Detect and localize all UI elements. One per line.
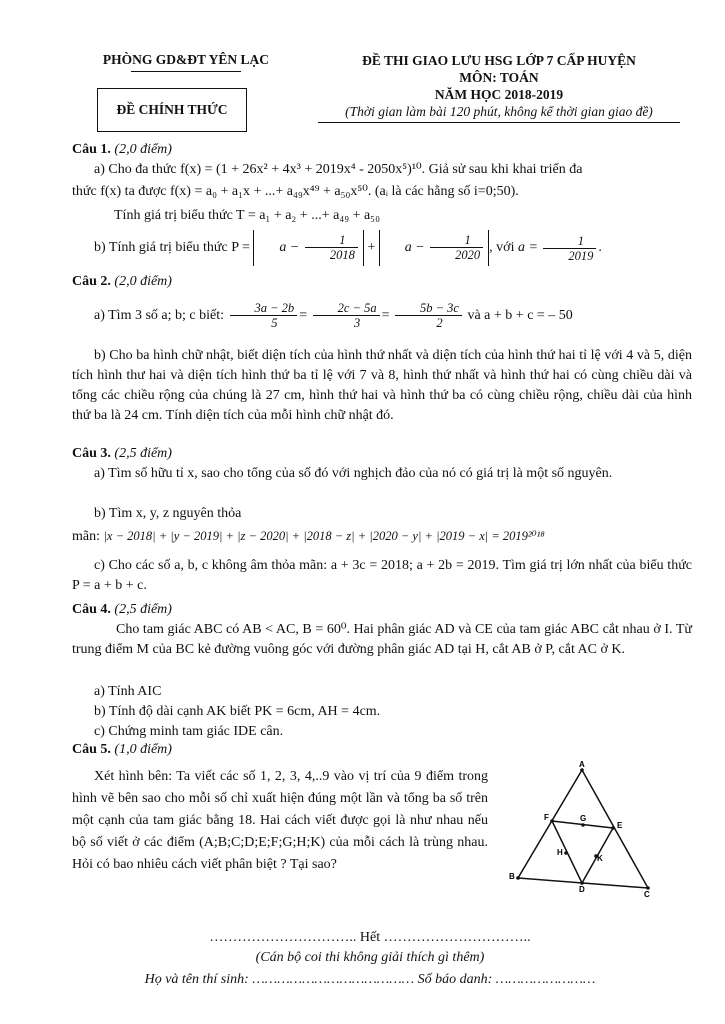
q1-b-frac1 <box>305 233 358 262</box>
q4-points: (2,5 điểm) <box>114 602 172 617</box>
q3-b-eq: |x − 2018| + |y − 2019| + |z − 2020| + |2018 − z| + |2020 − y| + |2019 − x| = 2019²⁰¹⁸ <box>103 529 545 543</box>
q3-a: a) Tìm số hữu tỉ x, sao cho tổng của số đó với nghịch đảo của nó có giá trị là một số nguyên. <box>94 466 613 481</box>
q1-b-a-eq: a = <box>517 240 538 256</box>
q1-b: b) Tính giá trị biểu thức P = a − $\frac{1}{2018}$ + a − $\frac{1}{2020}$ , với a = $\frac{1}{2019}$ . <box>72 230 692 266</box>
q2-a-prefix: a) Tìm 3 số a; b; c biết: <box>94 308 224 323</box>
q1-b-frac3-den: 2019 <box>568 248 594 263</box>
office-name: PHÒNG GD&ĐT YÊN LẠC <box>102 52 270 67</box>
q1-a-line3: Tính giá trị biểu thức T = a₁ + a₂ + ...+ a₄₉ + a₅₀ <box>114 208 380 223</box>
q4-c: c) Chứng minh tam giác IDE cân. <box>94 724 284 739</box>
q4-intro: Cho tam giác ABC có AB < AC, B = 60⁰. Hai phân giác AD và CE của tam giác ABC cắt nhau ở I. Từ trung điểm M của BC kẻ đường vuông góc với đường phân giác AD tại H, cắt AB ở P, cắt AC ở K. <box>72 622 692 657</box>
q2-frac2-num: 2c − 5a <box>313 301 380 316</box>
q4-title: Câu 4. <box>72 602 111 617</box>
exam-title: ĐỀ THI GIAO LƯU HSG LỚP 7 CẤP HUYỆN <box>362 53 636 68</box>
exam-header <box>300 52 698 123</box>
triangle-abc <box>518 770 648 888</box>
q3-points: (2,5 điểm) <box>114 446 172 461</box>
official-label-box <box>97 88 247 132</box>
q2-frac3-num: 5b − 3c <box>395 301 462 316</box>
q3-c: c) Cho các số a, b, c không âm thỏa mãn: a + 3c = 2018; a + 2b = 2019. Tìm giá trị lớn nhất của biểu thức P = a + b + c. <box>72 558 692 593</box>
q2-title: Câu 2. <box>72 274 111 289</box>
q2-heading <box>72 272 692 292</box>
label-g: G <box>580 814 587 823</box>
q2-points: (2,0 điểm) <box>114 274 172 289</box>
q5-points: (1,0 điểm) <box>114 742 172 757</box>
point-h <box>564 851 568 855</box>
q1-b-frac3 <box>543 234 596 263</box>
q3-b-equation <box>72 526 692 547</box>
exam-duration: (Thời gian làm bài 120 phút, không kể thời gian giao đề) <box>345 104 653 119</box>
q3-heading <box>72 444 692 464</box>
candidate-line: Họ và tên thí sinh: ………………………………… Số báo danh: …………………… <box>144 972 596 987</box>
q1-b-frac1-den: 2018 <box>329 248 355 263</box>
q2-a: a) Tìm 3 số a; b; c biết: $\frac{3a - 2b}{5}$ = $\frac{2c - 5a}{3}$ = $\frac{5b - 3c}{2}$ và a + b + c = – 50 <box>94 301 573 331</box>
label-d: D <box>579 885 585 894</box>
q1-b-frac2-den: 2020 <box>455 248 481 263</box>
point-b <box>516 876 520 880</box>
q2-frac3 <box>395 301 462 330</box>
q2-frac1-den: 5 <box>271 316 278 331</box>
q4-b: b) Tính độ dài cạnh AK biết PK = 6cm, AH = 4cm. <box>94 704 381 719</box>
q1-b-frac2 <box>430 233 483 262</box>
q2-frac2-den: 3 <box>353 316 361 331</box>
q1-b-var1: a − <box>279 240 300 255</box>
label-f: F <box>544 813 549 822</box>
q3-title: Câu 3. <box>72 446 111 461</box>
q5-title: Câu 5. <box>72 742 111 757</box>
q1-points: (2,0 điểm) <box>114 142 172 157</box>
exam-subject: MÔN: TOÁN <box>459 70 539 85</box>
q2-a-suffix: và a + b + c = – 50 <box>467 308 573 323</box>
point-f <box>550 819 554 823</box>
label-e: E <box>617 821 623 830</box>
q4-heading <box>72 600 692 620</box>
exam-year: NĂM HỌC 2018-2019 <box>434 87 564 102</box>
label-c: C <box>644 890 650 898</box>
official-label: ĐỀ CHÍNH THỨC <box>116 102 228 117</box>
q2-frac2 <box>313 301 380 330</box>
q1-b-var2: a − <box>404 240 425 255</box>
q3-b: b) Tìm x, y, z nguyên thỏa <box>94 506 242 521</box>
header-underline <box>318 122 680 123</box>
q2-frac3-den: 2 <box>436 316 443 331</box>
label-b: B <box>509 872 515 881</box>
q1-a-line1: a) Cho đa thức f(x) = (1 + 26x² + 4x³ + 2019x⁴ - 2050x⁵)¹⁰. Giả sử sau khi khai triển đa <box>94 162 583 177</box>
triangle-figure <box>500 758 670 898</box>
q3-b-eq-label: mãn: <box>72 529 100 544</box>
q1-b-frac2-num: 1 <box>430 233 483 248</box>
office-underline <box>131 71 241 72</box>
label-h: H <box>557 848 563 857</box>
q1-b-with: , với <box>489 240 515 256</box>
end-note: (Cán bộ coi thi không giải thích gì thêm) <box>255 950 485 965</box>
q5-heading <box>72 740 692 760</box>
q2-b: b) Cho ba hình chữ nhật, biết diện tích của hình thứ nhất và diện tích của hình thứ hai tỉ lệ với 4 và 5, diện tích hình thư hai và diện tích hình thứ ba tỉ lệ với 7 và 8, hình thứ nhất và hình thứ hai có cùng chiều dài và tổng các chiều rộng của chúng là 27 cm, hình thứ hai và hình thứ ba có cùng chiều rộng, chiều dài của hình thứ ba là 24 cm. Tính diện tích của mỗi hình chữ nhật đó. <box>72 348 692 423</box>
q1-b-abs2 <box>379 230 489 266</box>
q2-frac1 <box>230 301 298 330</box>
q1-a-line2: thức f(x) ta được f(x) = a₀ + a₁x + ...+ a₄₉x⁴⁹ + a₅₀x⁵⁰. (aᵢ là các hằng số i=0;50). <box>72 184 519 199</box>
end-marker: ………………………….. Hết ………………………….. <box>209 930 531 945</box>
q1-b-frac1-num: 1 <box>305 233 358 248</box>
office-header <box>88 52 284 72</box>
q1-b-prefix: b) Tính giá trị biểu thức P = <box>94 240 250 256</box>
q1-b-abs1 <box>253 230 363 266</box>
point-g <box>581 823 585 827</box>
q1-heading <box>72 140 692 160</box>
q4-a: a) Tính AIC <box>94 684 162 699</box>
q1-title: Câu 1. <box>72 142 111 157</box>
q5-text: Xét hình bên: Ta viết các số 1, 2, 3, 4,..9 vào vị trí của 9 điểm trong hình vẽ bên sao cho mỗi số chỉ xuất hiện đúng một lần và tổng ba số trên một cạnh của tam giác bằng 18. Hai cách viết được gọi là như nhau nếu bộ số viết ở các điểm (A;B;C;D;E;F;G;H;K) của mỗi cách là trùng nhau. Hỏi có bao nhiêu cách viết phân biệt ? Tại sao? <box>72 769 488 872</box>
point-e <box>611 826 615 830</box>
q1-b-frac3-num: 1 <box>543 234 596 249</box>
label-k: K <box>597 854 603 863</box>
q2-frac1-num: 3a − 2b <box>230 301 298 316</box>
label-a: A <box>579 760 585 769</box>
